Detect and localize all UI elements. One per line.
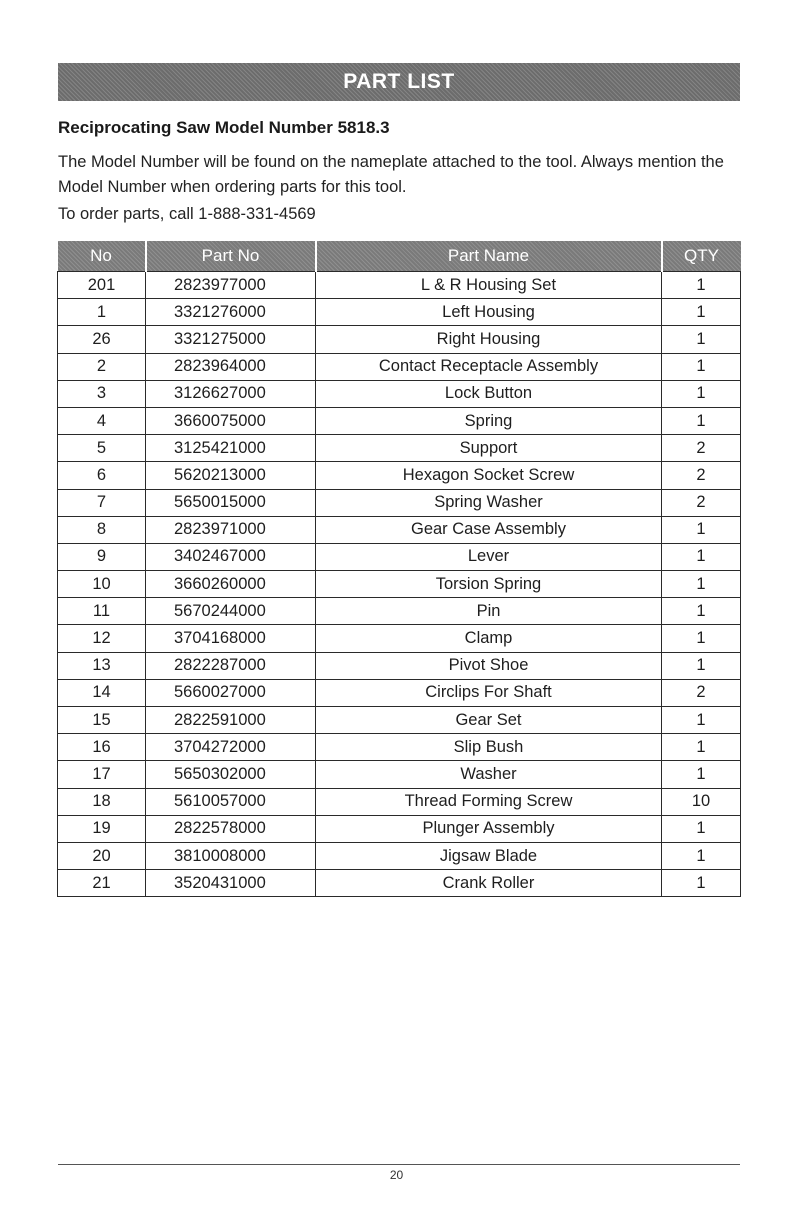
cell-part-no: 2823977000	[146, 272, 316, 299]
footer-rule	[58, 1164, 740, 1165]
cell-qty: 2	[662, 462, 741, 489]
cell-part-name: Plunger Assembly	[316, 815, 662, 842]
cell-qty: 2	[662, 489, 741, 516]
cell-no: 7	[58, 489, 146, 516]
cell-no: 15	[58, 707, 146, 734]
header-no: No	[58, 241, 146, 272]
cell-part-name: Spring	[316, 407, 662, 434]
cell-part-no: 3321275000	[146, 326, 316, 353]
table-row	[58, 299, 741, 326]
parts-table	[57, 241, 741, 897]
cell-qty: 1	[662, 299, 741, 326]
cell-no: 18	[58, 788, 146, 815]
cell-part-name: Clamp	[316, 625, 662, 652]
cell-no: 4	[58, 407, 146, 434]
cell-qty: 1	[662, 543, 741, 570]
cell-part-no: 3321276000	[146, 299, 316, 326]
cell-qty: 1	[662, 652, 741, 679]
table-row	[58, 543, 741, 570]
cell-part-name: Thread Forming Screw	[316, 788, 662, 815]
cell-qty: 1	[662, 734, 741, 761]
table-row	[58, 353, 741, 380]
table-row	[58, 598, 741, 625]
table-row	[58, 842, 741, 869]
cell-part-no: 5650302000	[146, 761, 316, 788]
cell-part-name: Spring Washer	[316, 489, 662, 516]
header-part-name: Part Name	[316, 241, 662, 272]
cell-part-no: 3660260000	[146, 571, 316, 598]
cell-part-name: Circlips For Shaft	[316, 679, 662, 706]
table-row	[58, 815, 741, 842]
cell-no: 26	[58, 326, 146, 353]
cell-qty: 1	[662, 870, 741, 897]
table-row	[58, 679, 741, 706]
cell-part-no: 5610057000	[146, 788, 316, 815]
cell-qty: 2	[662, 679, 741, 706]
cell-part-name: Crank Roller	[316, 870, 662, 897]
cell-no: 21	[58, 870, 146, 897]
cell-part-name: Contact Receptacle Assembly	[316, 353, 662, 380]
cell-part-no: 2823964000	[146, 353, 316, 380]
cell-part-name: Slip Bush	[316, 734, 662, 761]
cell-part-name: Pivot Shoe	[316, 652, 662, 679]
cell-part-no: 5670244000	[146, 598, 316, 625]
cell-qty: 10	[662, 788, 741, 815]
cell-no: 6	[58, 462, 146, 489]
cell-qty: 1	[662, 326, 741, 353]
table-row	[58, 761, 741, 788]
cell-no: 16	[58, 734, 146, 761]
cell-qty: 2	[662, 435, 741, 462]
page-number: 20	[389, 1168, 404, 1182]
cell-qty: 1	[662, 625, 741, 652]
table-row	[58, 788, 741, 815]
cell-no: 13	[58, 652, 146, 679]
cell-part-name: Lock Button	[316, 380, 662, 407]
cell-part-no: 5660027000	[146, 679, 316, 706]
cell-part-name: Torsion Spring	[316, 571, 662, 598]
cell-part-name: Pin	[316, 598, 662, 625]
cell-no: 3	[58, 380, 146, 407]
cell-part-no: 5620213000	[146, 462, 316, 489]
table-row	[58, 462, 741, 489]
cell-qty: 1	[662, 571, 741, 598]
cell-part-name: Washer	[316, 761, 662, 788]
cell-no: 9	[58, 543, 146, 570]
table-row	[58, 625, 741, 652]
table-row	[58, 734, 741, 761]
cell-part-name: Gear Set	[316, 707, 662, 734]
table-row	[58, 435, 741, 462]
cell-qty: 1	[662, 842, 741, 869]
cell-no: 17	[58, 761, 146, 788]
cell-no: 12	[58, 625, 146, 652]
cell-no: 10	[58, 571, 146, 598]
cell-part-no: 3810008000	[146, 842, 316, 869]
cell-part-no: 2822591000	[146, 707, 316, 734]
cell-no: 20	[58, 842, 146, 869]
cell-part-name: Jigsaw Blade	[316, 842, 662, 869]
model-heading: Reciprocating Saw Model Number 5818.3	[58, 118, 390, 137]
table-row	[58, 707, 741, 734]
table-row	[58, 571, 741, 598]
table-row	[58, 326, 741, 353]
cell-part-name: Support	[316, 435, 662, 462]
table-row	[58, 516, 741, 543]
cell-qty: 1	[662, 407, 741, 434]
cell-no: 19	[58, 815, 146, 842]
cell-qty: 1	[662, 815, 741, 842]
cell-qty: 1	[662, 272, 741, 299]
cell-part-name: Hexagon Socket Screw	[316, 462, 662, 489]
cell-part-name: L & R Housing Set	[316, 272, 662, 299]
cell-part-name: Left Housing	[316, 299, 662, 326]
cell-no: 2	[58, 353, 146, 380]
cell-part-no: 3520431000	[146, 870, 316, 897]
cell-no: 201	[58, 272, 146, 299]
cell-part-no: 5650015000	[146, 489, 316, 516]
table-row	[58, 272, 741, 299]
cell-part-no: 3704168000	[146, 625, 316, 652]
banner-title: PART LIST	[343, 70, 455, 93]
table-row	[58, 489, 741, 516]
cell-qty: 1	[662, 761, 741, 788]
order-phone-line: To order parts, call 1-888-331-4569	[58, 205, 316, 223]
table-row	[58, 870, 741, 897]
table-row	[58, 380, 741, 407]
table-row	[58, 652, 741, 679]
cell-part-no: 3125421000	[146, 435, 316, 462]
cell-part-name: Lever	[316, 543, 662, 570]
parts-table-body	[58, 272, 741, 897]
table-header-row	[58, 241, 741, 272]
cell-qty: 1	[662, 353, 741, 380]
part-list-banner	[58, 63, 740, 101]
intro-paragraph: The Model Number will be found on the nameplate attached to the tool. Always mention the Model Number when ordering parts for this tool.	[58, 153, 724, 196]
cell-qty: 1	[662, 707, 741, 734]
cell-part-no: 2822578000	[146, 815, 316, 842]
cell-part-no: 3126627000	[146, 380, 316, 407]
table-row	[58, 407, 741, 434]
header-part-no: Part No	[146, 241, 316, 272]
cell-part-no: 3402467000	[146, 543, 316, 570]
cell-qty: 1	[662, 380, 741, 407]
header-qty: QTY	[662, 241, 741, 272]
cell-no: 14	[58, 679, 146, 706]
cell-part-no: 2823971000	[146, 516, 316, 543]
cell-qty: 1	[662, 516, 741, 543]
cell-no: 8	[58, 516, 146, 543]
cell-part-name: Gear Case Assembly	[316, 516, 662, 543]
cell-part-no: 2822287000	[146, 652, 316, 679]
cell-part-no: 3704272000	[146, 734, 316, 761]
cell-part-name: Right Housing	[316, 326, 662, 353]
cell-no: 1	[58, 299, 146, 326]
cell-part-no: 3660075000	[146, 407, 316, 434]
cell-no: 5	[58, 435, 146, 462]
cell-no: 11	[58, 598, 146, 625]
cell-qty: 1	[662, 598, 741, 625]
